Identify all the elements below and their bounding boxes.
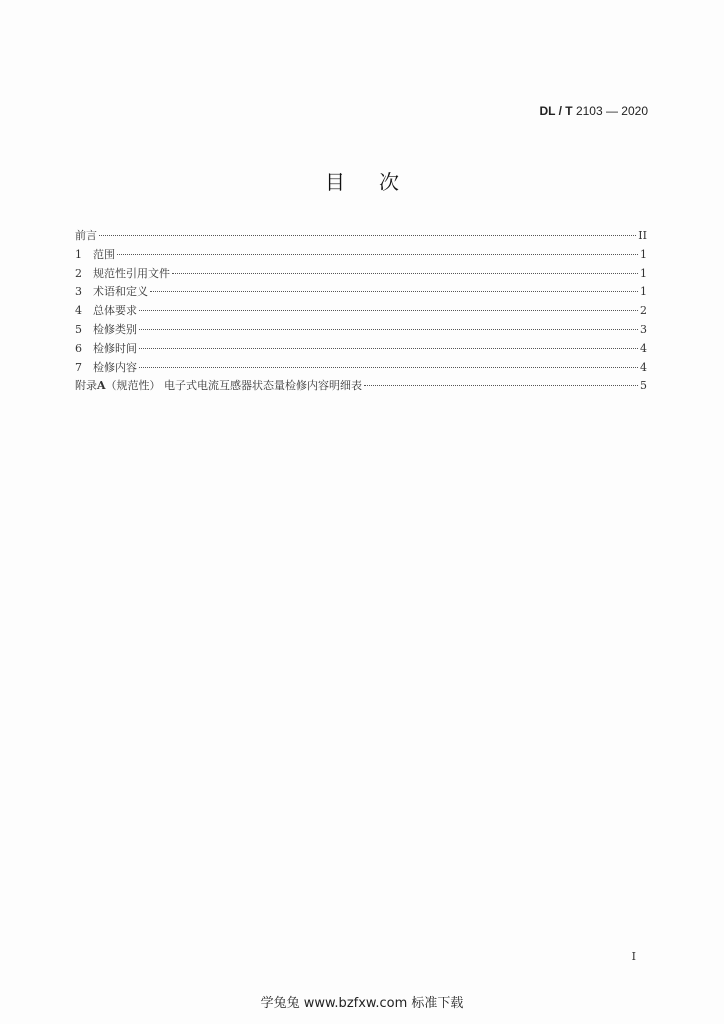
watermark-footer: 学兔兔 www.bzfxw.com 标准下载 [260, 996, 464, 1011]
toc-leader-dots [139, 310, 638, 311]
toc-leader-dots [139, 367, 638, 368]
toc-page-number: 2 [640, 304, 647, 318]
toc-entry-normative-references[interactable] [75, 265, 647, 284]
page-number: I [631, 950, 636, 963]
toc-entry-scope[interactable] [75, 246, 647, 265]
toc-leader-dots [139, 348, 638, 349]
toc-entry-appendix-a[interactable] [75, 377, 647, 396]
toc-entry-maintenance-categories[interactable] [75, 321, 647, 340]
toc-page-number: 1 [640, 285, 647, 299]
standard-code [539, 104, 648, 118]
toc-section-number: 1 [75, 247, 82, 261]
toc-page-number: 1 [640, 266, 647, 280]
toc-section-number: 2 [75, 266, 82, 280]
toc-section-number: 4 [75, 304, 82, 318]
appendix-title: 电子式电流互感器状态量检修内容明细表 [164, 379, 363, 393]
toc-page-number: 4 [640, 360, 647, 374]
toc-appendix-label [75, 377, 362, 393]
toc-label: 范围 [93, 247, 115, 261]
toc-page-number: 4 [640, 341, 647, 355]
page-title: 目次 [325, 170, 433, 194]
toc-label: 总体要求 [93, 304, 137, 318]
toc-leader-dots [99, 235, 636, 236]
toc-label: 术语和定义 [93, 285, 148, 299]
toc-entry-maintenance-time[interactable] [75, 340, 647, 359]
standard-code-number: 2103 — 2020 [575, 104, 648, 118]
standard-code-prefix: DL / T [539, 104, 573, 118]
toc-section-number: 6 [75, 341, 82, 355]
toc-page-number: 1 [640, 247, 647, 261]
toc-entry-general-requirements[interactable] [75, 302, 647, 321]
table-of-contents [75, 227, 647, 396]
appendix-prefix: 附录 [75, 379, 97, 393]
toc-page-number: 5 [640, 379, 647, 393]
toc-leader-dots [172, 273, 638, 274]
toc-leader-dots [364, 385, 638, 386]
toc-section-number: 3 [75, 285, 82, 299]
toc-section-number: 5 [75, 322, 82, 336]
toc-label: 检修内容 [93, 360, 137, 374]
toc-entry-maintenance-content[interactable] [75, 359, 647, 378]
toc-leader-dots [150, 291, 638, 292]
toc-page-number: 3 [640, 322, 647, 336]
appendix-type: （规范性） [105, 379, 161, 393]
toc-entry-foreword[interactable] [75, 227, 647, 246]
toc-label: 前言 [75, 229, 97, 242]
toc-page-number: II [638, 229, 647, 242]
toc-label: 规范性引用文件 [93, 266, 170, 280]
toc-leader-dots [117, 254, 638, 255]
toc-label: 检修时间 [93, 341, 137, 355]
toc-entry-terms-definitions[interactable] [75, 283, 647, 302]
appendix-letter: A [97, 379, 106, 393]
toc-leader-dots [139, 329, 638, 330]
toc-section-number: 7 [75, 360, 82, 374]
toc-label: 检修类别 [93, 322, 137, 336]
